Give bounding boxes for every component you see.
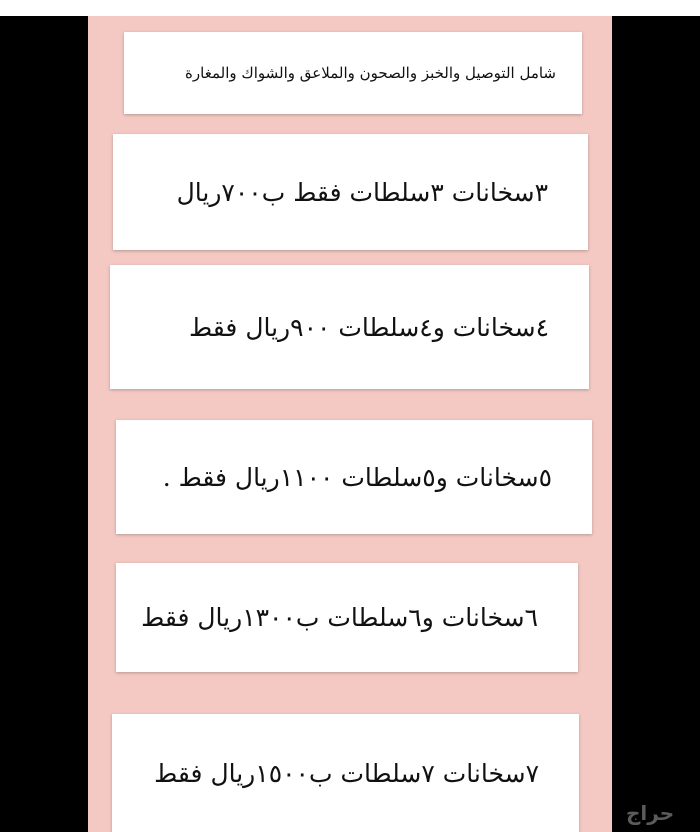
offer-text-1: ٣سخانات ٣سلطات فقط ب٧٠٠ريال [176, 177, 548, 207]
offer-text-2: ٤سخانات و٤سلطات ٩٠٠ريال فقط [189, 312, 549, 342]
offer-card-1 [113, 134, 588, 250]
offer-text-4: ٦سخانات و٦سلطات ب١٣٠٠ريال فقط [141, 603, 538, 632]
offer-text-5: ٧سخانات ٧سلطات ب١٥٠٠ريال فقط [154, 758, 539, 788]
offer-card-2 [110, 265, 589, 389]
offer-card-4 [116, 563, 578, 672]
offer-card-3 [116, 420, 592, 534]
offer-card-5 [112, 714, 579, 832]
top-strip [0, 0, 700, 16]
offer-text-3: ٥سخانات و٥سلطات ١١٠٠ريال فقط . [162, 462, 552, 492]
header-note-text: شامل التوصيل والخبز والصحون والملاعق والشواك والمغارة [185, 64, 556, 82]
header-note-card [124, 32, 582, 114]
haraj-watermark: حراج [626, 801, 675, 825]
